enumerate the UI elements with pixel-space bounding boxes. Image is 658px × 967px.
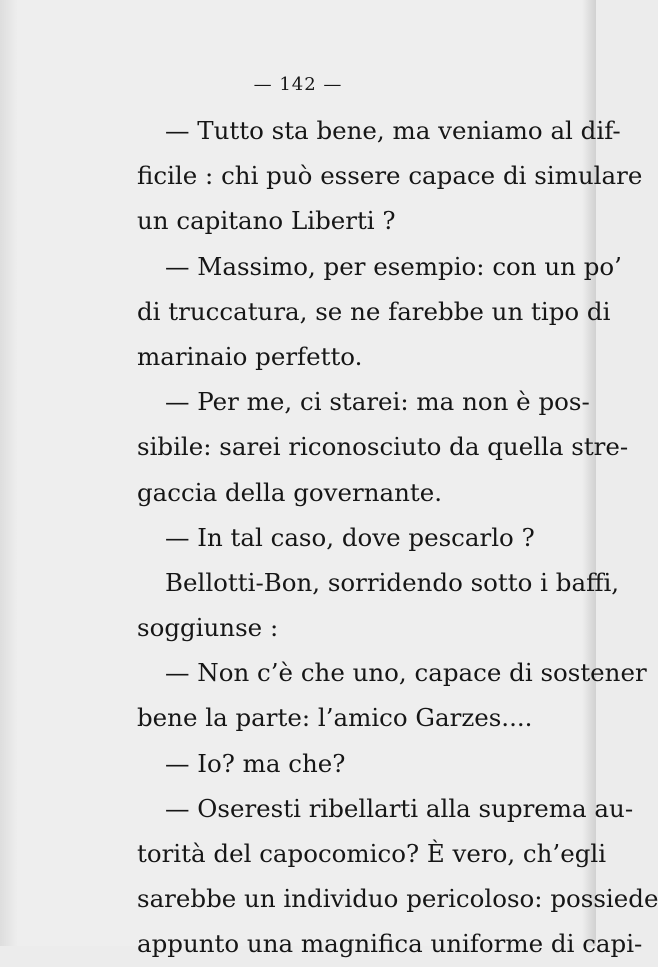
text-line: un capitano Liberti ? [137, 206, 396, 236]
text-line: soggiunse : [137, 613, 279, 643]
text-line: — Per me, ci starei: ma non è pos- [165, 387, 590, 417]
text-line: di truccatura, se ne farebbe un tipo di [137, 296, 611, 326]
text-line: — Non c’è che uno, capace di sostener [165, 658, 647, 688]
text-line: — Oseresti ribellarti alla suprema au- [165, 793, 634, 823]
text-line: — Tutto sta bene, ma veniamo al dif- [165, 116, 621, 145]
page-body-text [137, 108, 658, 967]
text-line: — Io? ma che? [165, 748, 346, 778]
text-line: sarebbe un individuo pericoloso: possiede [137, 884, 658, 914]
text-line: bene la parte: l’amico Garzes.... [137, 703, 533, 733]
text-line: torità del capocomico? È vero, ch’egli [137, 839, 607, 868]
text-line: marinaio perfetto. [137, 341, 363, 371]
text-line: gaccia della governante. [137, 477, 442, 507]
page-number: — 142 — [253, 74, 343, 95]
text-line: sibile: sarei riconosciuto da quella stre- [137, 432, 629, 462]
text-line: Bellotti-Bon, sorridendo sotto i baffi, [165, 567, 620, 597]
text-line: appunto una magnifica uniforme di capi- [137, 929, 643, 959]
text-line: — In tal caso, dove pescarlo ? [165, 522, 535, 552]
text-line: — Massimo, per esempio: con un po’ [165, 251, 622, 281]
text-line: ficile : chi può essere capace di simulare [137, 161, 643, 191]
